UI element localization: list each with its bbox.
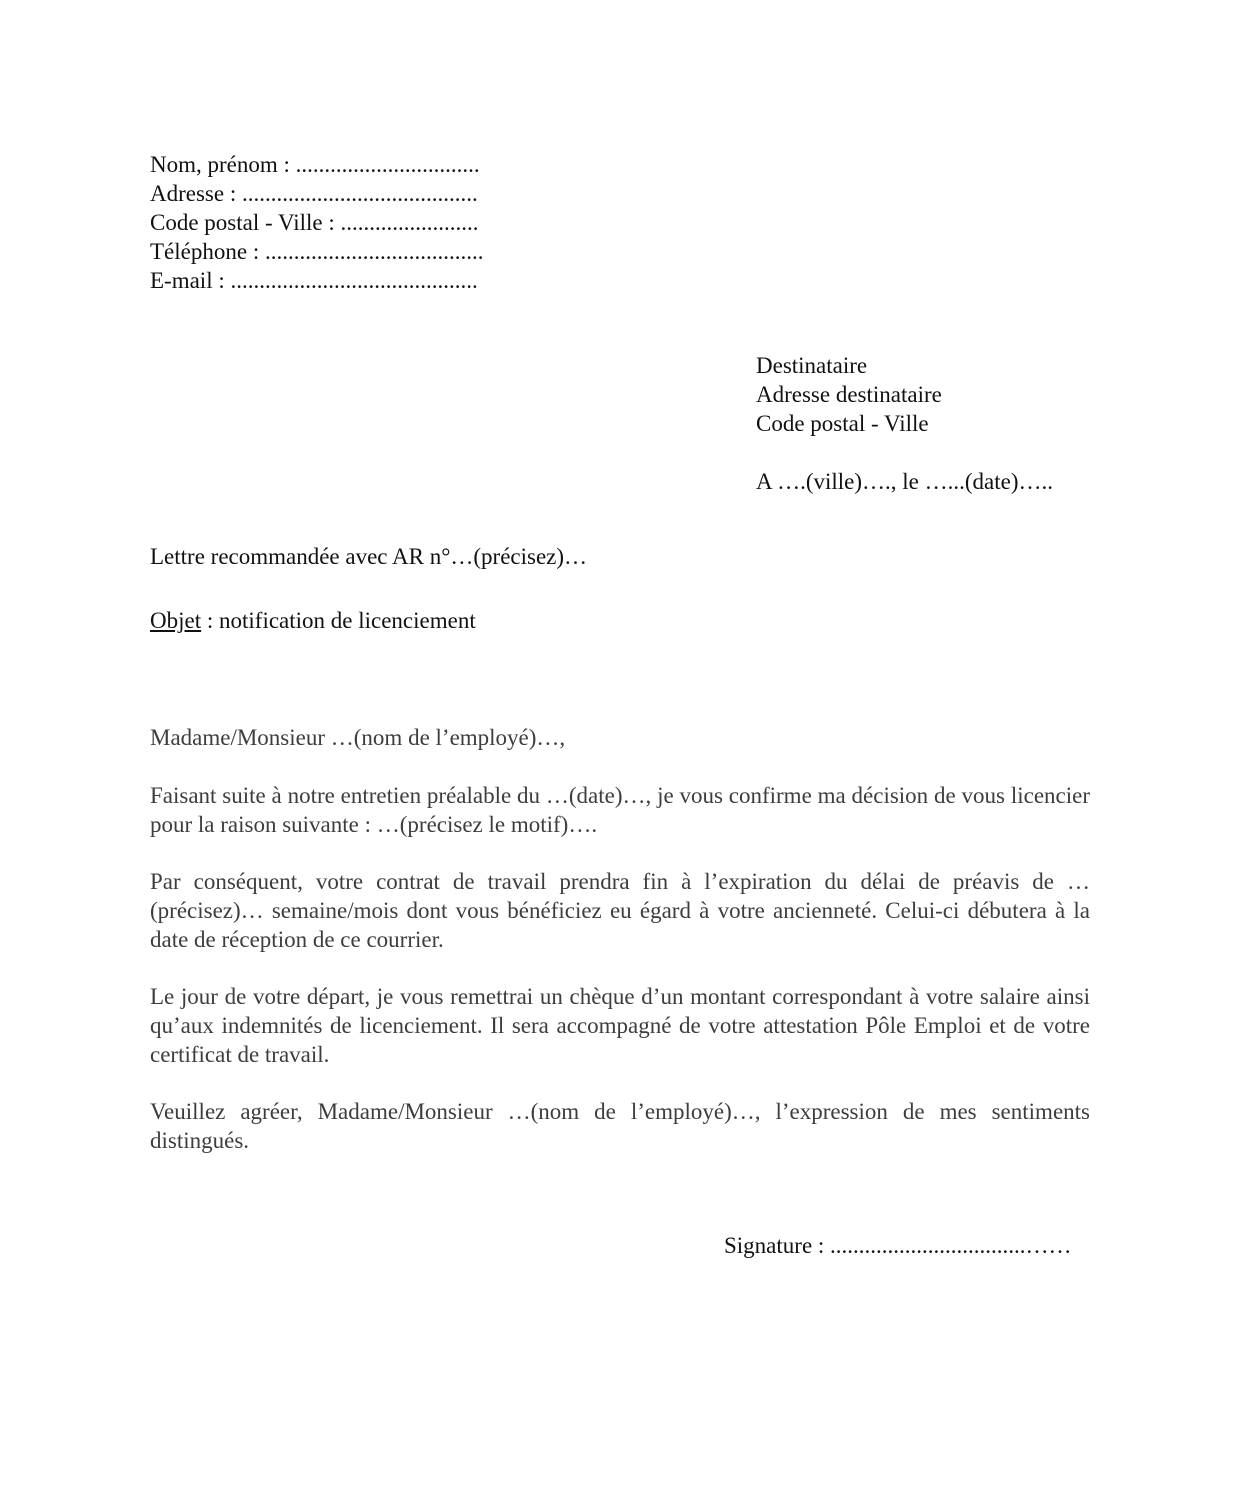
salutation: Madame/Monsieur …(nom de l’employé)…, <box>150 725 566 750</box>
subject-text: : notification de licenciement <box>201 608 476 633</box>
subject-line <box>150 606 476 635</box>
signature-line: Signature : ..................................…… <box>724 1233 1072 1258</box>
sender-phone: Téléphone : ...................................... <box>150 239 484 264</box>
closing-paragraph: Veuillez agréer, Madame/Monsieur …(nom de l’employé)…, l’expression de mes sentiments distingués. <box>150 1099 1090 1153</box>
place-date: A ….(ville)…., le …...(date)….. <box>756 469 1054 494</box>
sender-email: E-mail : ........................................... <box>150 268 478 293</box>
paragraph-3: Le jour de votre départ, je vous remettrai un chèque d’un montant correspondant à votre salaire ainsi qu’aux indemnités de licenciement. Il sera accompagné de votre attestation Pôle Emploi et de votre certificat de travail. <box>150 984 1090 1067</box>
recipient-name: Destinataire <box>756 353 868 378</box>
recipient-postal-city: Code postal - Ville <box>756 411 929 436</box>
paragraph-2: Par conséquent, votre contrat de travail prendra fin à l’expiration du délai de préavis de …(précisez)… semaine/mois dont vous bénéficiez eu égard à votre ancienneté. Celui-ci débutera à la date de réception de ce courrier. <box>150 869 1090 952</box>
registered-letter-line: Lettre recommandée avec AR n°…(précisez)… <box>150 544 588 569</box>
sender-name: Nom, prénom : ................................ <box>150 152 480 177</box>
subject-label: Objet <box>150 608 202 633</box>
sender-address: Adresse : ......................................... <box>150 181 478 206</box>
sender-block <box>150 150 483 295</box>
recipient-address: Adresse destinataire <box>756 382 942 407</box>
recipient-block <box>756 351 1053 496</box>
sender-postal-city: Code postal - Ville : ........................ <box>150 210 479 235</box>
paragraph-1: Faisant suite à notre entretien préalable du …(date)…, je vous confirme ma décision de vous licencier pour la raison suivante : …(précisez le motif)…. <box>150 783 1090 837</box>
